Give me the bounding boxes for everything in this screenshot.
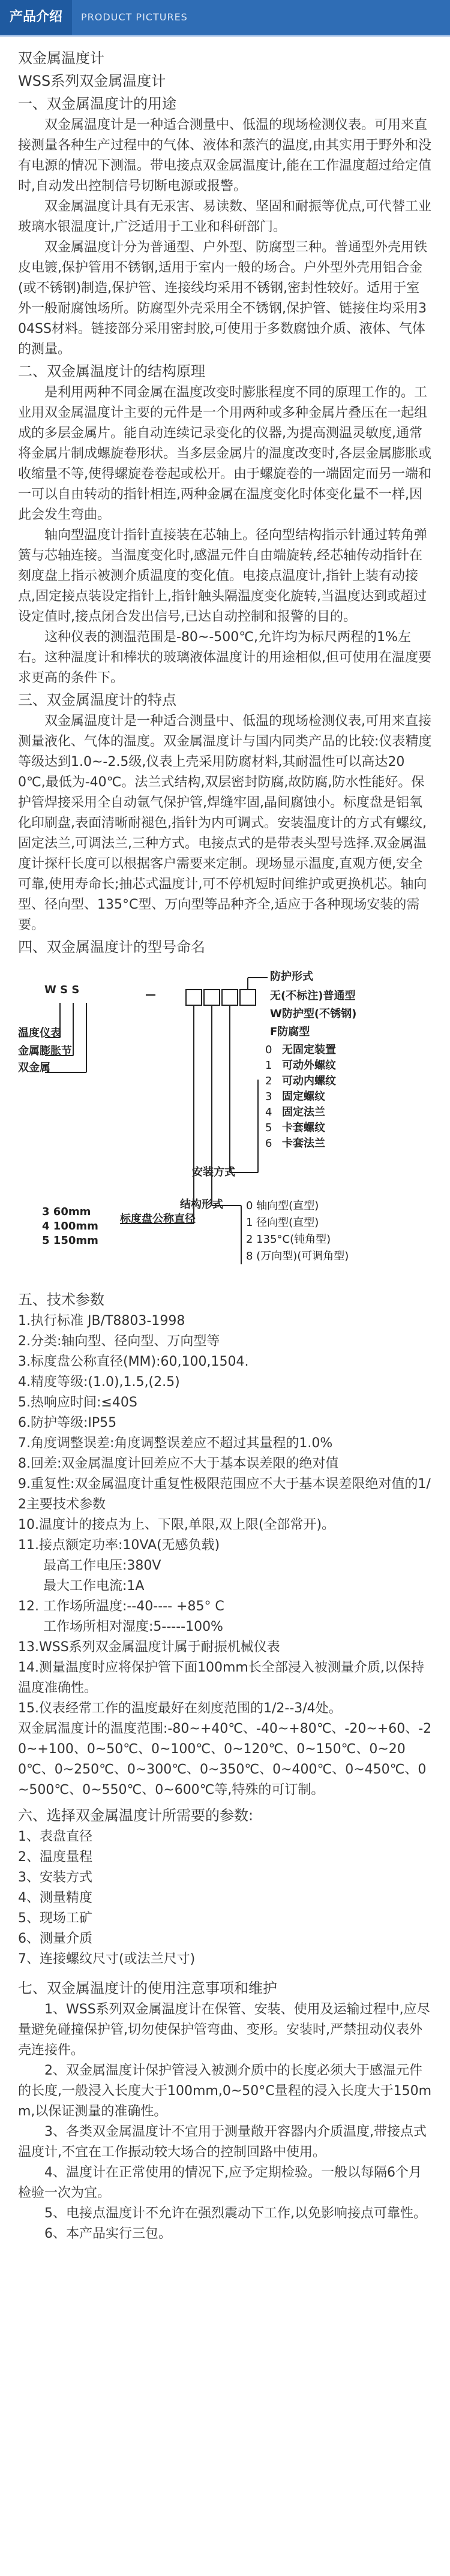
- selection-item: 2、温度量程: [18, 1850, 92, 1865]
- usage-paragraph-3: 双金属温度计分为普通型、户外型、防腐型三种。普通型外壳用铁皮电镀,保护管用不锈钢,适用于室内一般的场合。户外型外壳用铝合金(或不锈钢)制造,保护管、连接线均采用不锈钢,密封性较好。适用于室外一般耐腐蚀场所。防腐型外壳采用全不锈钢,保护管、链接住均采用304SS材料。链接部分采用密封胶,可使用于多数腐蚀介质、液体、气体的测量。: [18, 240, 428, 357]
- spec-item: 11.接点额定功率:10VA(无感负载): [18, 1538, 220, 1553]
- usage-heading: 一、双金属温度计的用途: [18, 95, 176, 112]
- diameter-60: 3 60mm: [42, 1206, 91, 1218]
- temperature-ranges: 双金属温度计的温度范围:-80~+40℃、-40~+80℃、-20~+60、-20~+100、0~50℃、0~100℃、0~120℃、0~150℃、0~200℃、0~250℃、0~300℃、0~350℃、0~400℃、0~450℃、0~500℃、0~550℃、0~600℃等,特殊的可订制。: [18, 1721, 432, 1798]
- features-paragraph: 双金属温度计是一种适合测量中、低温的现场检测仪表,可用来直接测量液化、气体的温度。双金属温度计与国内同类产品的比较:仪表精度等级达到1.0~-2.5级,仪表上壳采用防腐材料,其耐温性可以高达200℃,最低为-40℃。法兰式结构,双层密封防腐,故防腐,防水性能好。保护管焊接采用全自动氩气保护管,焊缝牢固,晶间腐蚀小。标度盘是铝氧化印刷盘,表面清晰耐褪色,指针为内可调式。安装温度计的方式有螺纹,固定法兰,可调法兰,三种方式。电接点式的是带表头型号选择.双金属温度计探杆长度可以根据客户需要来定制。现场显示温度,直观方便,安全可靠,使用寿命长;抽芯式温度计,可不停机短时间维护或更换机芯。轴向型、径向型、135°C型、万向型等品种齐全,适应于各种现场安装的需要。: [18, 714, 432, 933]
- option-anticorrosion: F防腐型: [270, 1026, 310, 1038]
- structure-1: 1 径向型(直型): [246, 1216, 319, 1229]
- spec-item: 9.重复性:双金属温度计重复性极限范围应不大于基本误差限绝对值的1/2主要技术参数: [18, 1477, 431, 1512]
- structure-2: 2 135°C(钝角型): [246, 1233, 331, 1246]
- selection-heading: 六、选择双金属温度计所需要的参数:: [18, 1807, 254, 1824]
- header-subtitle: PRODUCT PICTURES: [81, 11, 188, 23]
- mount-4-code: 4: [265, 1106, 272, 1119]
- content: [18, 47, 432, 2244]
- principle-paragraph-1: 是利用两种不同金属在温度改变时膨胀程度不同的原理工作的。工业用双金属温度计主要的元件是一个用两种或多种金属片叠压在一起组成的多层金属片。能自动连续记录变化的仪器,为提高测温灵敏度,通常将金属片制成螺旋卷形状。当多层金属片的温度改变时,各层金属膨胀或收缩量不等,使得螺旋卷卷起或松开。由于螺旋卷的一端固定而另一端和一可以自由转动的指针相连,两种金属在温度变化时体变化量不一样,因此会发生弯曲。: [18, 385, 431, 522]
- label-protection: 防护形式: [270, 970, 313, 983]
- spec-item: 工作场所相对湿度:5-----100%: [18, 1619, 223, 1634]
- header-title: 产品介绍: [0, 0, 72, 35]
- mount-4-text: 固定法兰: [282, 1106, 325, 1119]
- selection-item: 5、现场工矿: [18, 1911, 92, 1926]
- selection-item: 6、测量介质: [18, 1931, 92, 1946]
- usage-paragraph-2: 双金属温度计具有无汞害、易读数、坚固和耐振等优点,可代替工业玻璃水银温度计,广泛适用于工业和科研部门。: [18, 199, 431, 235]
- specs-list: [18, 1311, 432, 1719]
- note-4: 4、温度计在正常使用的情况下,应予定期检验。一般以每隔6个月检验一次为宜。: [18, 2165, 422, 2201]
- note-3: 3、各类双金属温度计不宜用于测量敞开容器内介质温度,带接点式温度计,不宜在工作振动较大场合的控制回路中使用。: [18, 2124, 427, 2160]
- spec-item: 2.分类:轴向型、径向型、万向型等: [18, 1334, 220, 1349]
- diameter-150: 5 150mm: [42, 1234, 98, 1247]
- selection-item: 7、连接螺纹尺寸(或法兰尺寸): [18, 1952, 196, 1967]
- series-title: WSS系列双金属温度计: [18, 73, 166, 89]
- spec-item: 12. 工作场所温度:--40---- +85° C: [18, 1599, 224, 1614]
- note-6: 6、本产品实行三包。: [44, 2226, 172, 2241]
- spec-item: 13.WSS系列双金属温度计属于耐振机械仪表: [18, 1640, 280, 1655]
- spec-item: 15.仪表经常工作的温度最好在刻度范围的1/2--3/4处。: [18, 1701, 342, 1716]
- mount-1-code: 1: [265, 1059, 272, 1072]
- spec-item: 1.执行标准 JB/T8803-1998: [18, 1313, 185, 1328]
- principle-paragraph-2: 轴向型温度计指针直接装在芯轴上。径向型结构指示针通过转角弹簧与芯轴连接。当温度变化时,感温元件自由端旋转,经芯轴传动指针在刻度盘上指示被测介质温度的变化值。电接点温度计,指针上装有动接点,固定接点装设定指针上,指针触头隔温度变化旋转,当温度达到或超过设定值时,接点闭合发出信号,已达自动控制和报警的目的。: [18, 528, 428, 624]
- spec-item: 最高工作电压:380V: [18, 1558, 161, 1573]
- label-mount: 安装方式: [192, 1166, 235, 1179]
- mount-5-text: 卡套螺纹: [282, 1122, 325, 1134]
- spec-item: 5.热响应时间:≤40S: [18, 1395, 137, 1410]
- features-heading: 三、双金属温度计的特点: [18, 692, 176, 708]
- selection-item: 3、安装方式: [18, 1870, 92, 1885]
- notes-heading: 七、双金属温度计的使用注意事项和维护: [18, 1980, 277, 1997]
- structure-0: 0 轴向型(直型): [246, 1200, 319, 1212]
- principle-heading: 二、双金属温度计的结构原理: [18, 363, 205, 380]
- diameter-100: 4 100mm: [42, 1220, 98, 1233]
- usage-paragraph-1: 双金属温度计是一种适合测量中、低温的现场检测仪表。可用来直接测量各种生产过程中的气体、液体和蒸汽的温度,由其实用于野外和没有电源的情况下测温。带电接点双金属温度计,能在工作温度超过给定值时,自动发出控制信号切断电源或报警。: [18, 118, 431, 194]
- spec-item: 4.精度等级:(1.0),1.5,(2.5): [18, 1375, 180, 1390]
- principle-paragraph-3: 这种仪表的测温范围是-80~-500℃,允许均为标尺两程的1%左右。这种温度计和棒状的玻璃液体温度计的用途相似,但可使用在温度要求更高的条件下。: [18, 630, 431, 686]
- label-instrument: 温度仪表: [18, 1027, 61, 1039]
- mount-3-text: 固定螺纹: [282, 1090, 325, 1103]
- mount-5-code: 5: [265, 1122, 272, 1134]
- code-wss: W S S: [44, 984, 80, 996]
- mount-2-code: 2: [265, 1075, 272, 1087]
- product-title: 双金属温度计: [18, 50, 104, 67]
- spec-item: 8.回差:双金属温度计回差应不大于基本误差限的绝对值: [18, 1456, 339, 1471]
- mount-0-code: 0: [265, 1044, 272, 1056]
- spec-item: 14.测量温度时应将保护管下面100mm长全部浸入被测量介质,以保持温度准确性。: [18, 1660, 424, 1696]
- model-naming-diagram: [18, 966, 432, 1278]
- mount-0-text: 无固定装置: [282, 1044, 336, 1056]
- mount-2-text: 可动内螺纹: [282, 1075, 336, 1087]
- mount-6-text: 卡套法兰: [282, 1137, 325, 1150]
- spec-item: 3.标度盘公称直径(MM):60,100,1504.: [18, 1354, 249, 1369]
- mount-3-code: 3: [265, 1090, 272, 1103]
- option-normal: 无(不标注)普通型: [270, 990, 356, 1002]
- note-2: 2、双金属温度计保护管浸入被测介质中的长度必须大于感温元件的长度,一般浸入长度大于100mm,0~50°C量程的浸入长度大于150mm,以保证测量的准确性。: [18, 2063, 432, 2119]
- label-dial-diameter: 标度盘公称直径: [120, 1213, 196, 1225]
- spec-item: 7.角度调整误差:角度调整误差应不超过其量程的1.0%: [18, 1436, 333, 1451]
- selection-list: [18, 1827, 432, 1970]
- specs-heading: 五、技术参数: [18, 1291, 104, 1308]
- selection-item: 4、测量精度: [18, 1890, 92, 1905]
- mount-6-code: 6: [265, 1137, 272, 1150]
- note-5: 5、电接点温度计不允许在强烈震动下工作,以免影响接点可靠性。: [44, 2206, 427, 2221]
- header-divider: [0, 35, 450, 37]
- option-stainless: W防护型(不锈钢): [270, 1008, 357, 1020]
- structure-3: 8 (万向型)(可调角型): [246, 1250, 349, 1263]
- label-bimetal: 双金属: [18, 1062, 50, 1074]
- note-1: 1、WSS系列双金属温度计在保管、安装、使用及运输过程中,应尽量避免碰撞保护管,切勿使保护管弯曲、变形。安装时,严禁扭动仪表外壳连接件。: [18, 2002, 430, 2058]
- mount-1-text: 可动外螺纹: [282, 1059, 336, 1072]
- spec-item: 6.防护等级:IP55: [18, 1415, 117, 1430]
- label-structure: 结构形式: [180, 1198, 223, 1211]
- label-metal: 金属膨胀节: [18, 1045, 72, 1057]
- naming-heading: 四、双金属温度计的型号命名: [18, 939, 205, 955]
- spec-item: 10.温度计的接点为上、下限,单限,双上限(全部常开)。: [18, 1517, 335, 1532]
- section-header: [0, 0, 450, 35]
- code-dash: —: [145, 988, 156, 1001]
- spec-item: 最大工作电流:1A: [18, 1579, 145, 1594]
- selection-item: 1、表盘直径: [18, 1829, 92, 1844]
